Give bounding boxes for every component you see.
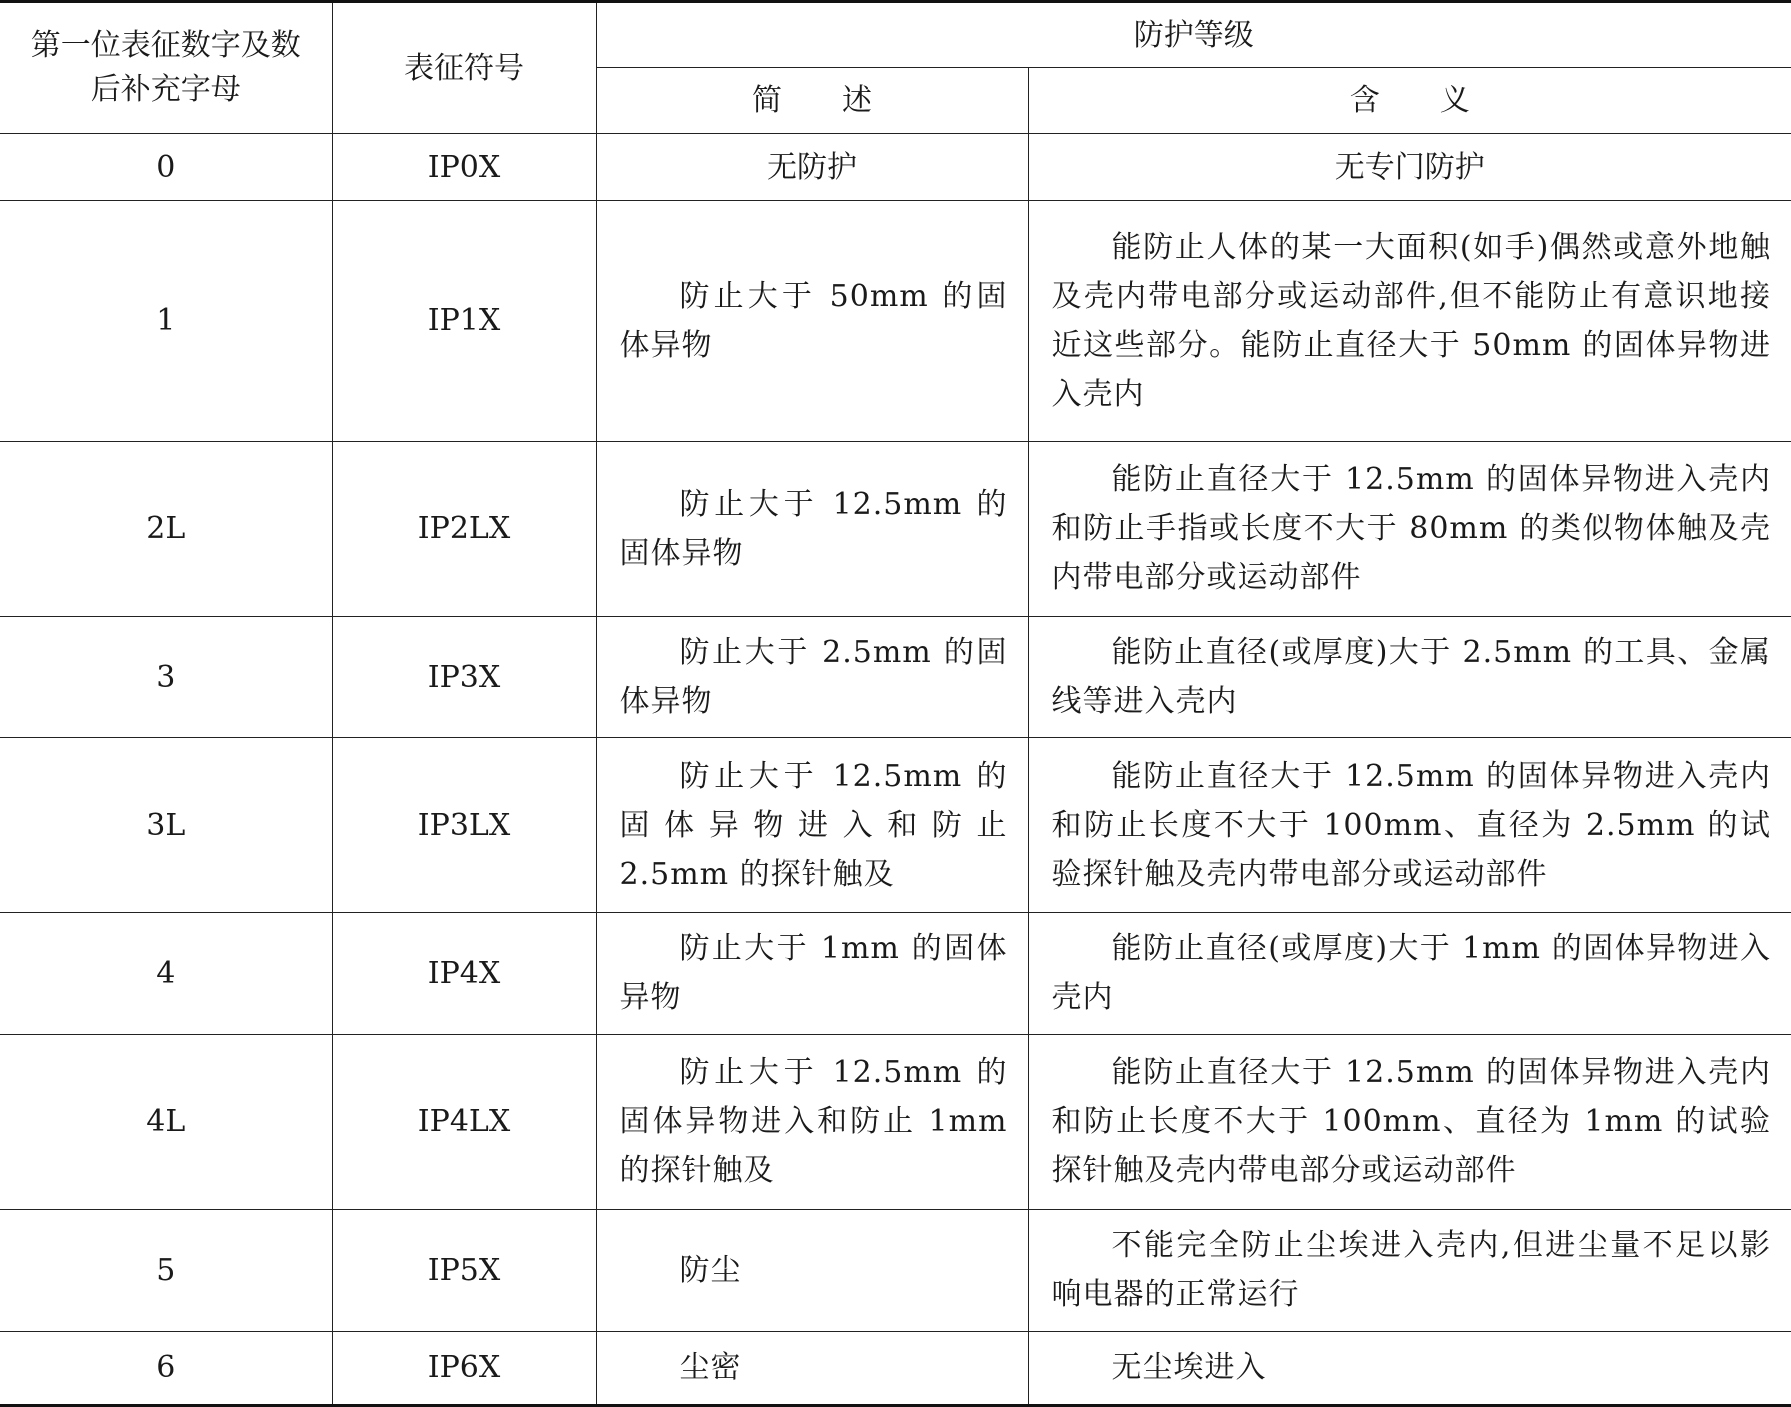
table-row: [0, 738, 1791, 912]
cell-brief: 防止大于 12.5mm 的固体异物: [596, 441, 1028, 616]
cell-brief: 防止大于 2.5mm 的固体异物: [596, 617, 1028, 738]
cell-meaning: 能防止直径(或厚度)大于 2.5mm 的工具、金属线等进入壳内: [1028, 617, 1791, 738]
cell-digit: 1: [0, 201, 332, 442]
header-brief: 简 述: [596, 68, 1028, 134]
cell-digit: 6: [0, 1331, 332, 1405]
table-row: [0, 134, 1791, 201]
cell-brief: 防止大于 12.5mm 的固体异物进入和防止 1mm 的探针触及: [596, 1035, 1028, 1209]
cell-brief: 防止大于 12.5mm 的固体异物进入和防止 2.5mm 的探针触及: [596, 738, 1028, 912]
cell-meaning: 不能完全防止尘埃进入壳内,但进尘量不足以影响电器的正常运行: [1028, 1209, 1791, 1331]
table-row: [0, 1035, 1791, 1209]
cell-digit: 4: [0, 912, 332, 1034]
cell-symbol: IP0X: [332, 134, 596, 201]
cell-digit: 0: [0, 134, 332, 201]
cell-meaning: 能防止直径(或厚度)大于 1mm 的固体异物进入壳内: [1028, 912, 1791, 1034]
table-row: [0, 912, 1791, 1034]
table-row: [0, 1331, 1791, 1405]
table-body: [0, 134, 1791, 1406]
cell-meaning: 无专门防护: [1028, 134, 1791, 201]
cell-digit: 4L: [0, 1035, 332, 1209]
cell-symbol: IP3LX: [332, 738, 596, 912]
header-symbol: 表征符号: [332, 2, 596, 134]
table-row: [0, 201, 1791, 442]
cell-brief: 防止大于 1mm 的固体异物: [596, 912, 1028, 1034]
cell-meaning: 能防止人体的某一大面积(如手)偶然或意外地触及壳内带电部分或运动部件,但不能防止有意识地接近这些部分。能防止直径大于 50mm 的固体异物进入壳内: [1028, 201, 1791, 442]
table-header: [0, 2, 1791, 134]
cell-symbol: IP4LX: [332, 1035, 596, 1209]
cell-brief: 防尘: [596, 1209, 1028, 1331]
cell-brief: 防止大于 50mm 的固体异物: [596, 201, 1028, 442]
table-row: [0, 617, 1791, 738]
table-row: [0, 441, 1791, 616]
header-protection-grade: 防护等级: [596, 2, 1791, 68]
cell-meaning: 无尘埃进入: [1028, 1331, 1791, 1405]
cell-meaning: 能防止直径大于 12.5mm 的固体异物进入壳内和防止长度不大于 100mm、直径为 2.5mm 的试验探针触及壳内带电部分或运动部件: [1028, 738, 1791, 912]
cell-symbol: IP1X: [332, 201, 596, 442]
cell-digit: 5: [0, 1209, 332, 1331]
cell-digit: 2L: [0, 441, 332, 616]
cell-meaning: 能防止直径大于 12.5mm 的固体异物进入壳内和防止手指或长度不大于 80mm 的类似物体触及壳内带电部分或运动部件: [1028, 441, 1791, 616]
header-digit-letter: 第一位表征数字及数后补充字母: [0, 2, 332, 134]
header-meaning: 含 义: [1028, 68, 1791, 134]
cell-symbol: IP3X: [332, 617, 596, 738]
cell-brief: 无防护: [596, 134, 1028, 201]
table-row: [0, 1209, 1791, 1331]
cell-meaning: 能防止直径大于 12.5mm 的固体异物进入壳内和防止长度不大于 100mm、直径为 1mm 的试验探针触及壳内带电部分或运动部件: [1028, 1035, 1791, 1209]
cell-symbol: IP4X: [332, 912, 596, 1034]
cell-brief: 尘密: [596, 1331, 1028, 1405]
cell-symbol: IP6X: [332, 1331, 596, 1405]
cell-digit: 3: [0, 617, 332, 738]
cell-symbol: IP2LX: [332, 441, 596, 616]
cell-digit: 3L: [0, 738, 332, 912]
cell-symbol: IP5X: [332, 1209, 596, 1331]
